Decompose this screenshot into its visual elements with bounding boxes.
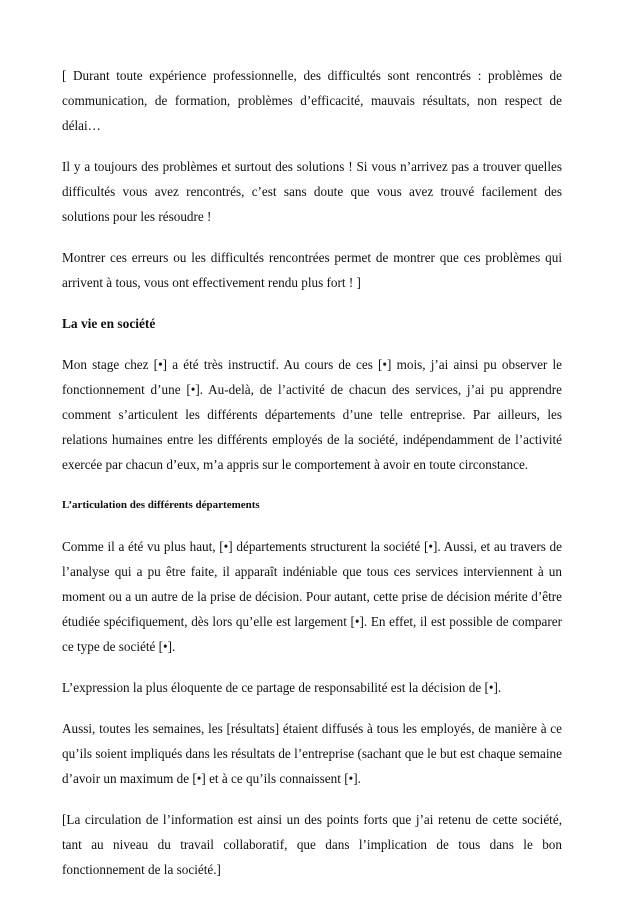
paragraph-show-errors: Montrer ces erreurs ou les difficultés rencontrées permet de montrer que ces problèmes qui arrivent à tous, vous ont effectivement rendu plus fort ! ] <box>62 250 562 290</box>
paragraph-stage: Mon stage chez [•] a été très instructif. Au cours de ces [•] mois, j’ai ainsi pu observer le fonctionnement d’une [•]. Au-delà, de l’activité de chacun des services, j’ai pu apprendre comment s’articulent les différents départements d’une telle entreprise. Par ailleurs, les relations humaines entre les différents employés de la société, indépendamment de l’activité exercée par chacun d’eux, m’a appris sur le comportement à avoir en toute circonstance. <box>62 357 562 472</box>
paragraph-departements: Comme il a été vu plus haut, [•] départements structurent la société [•]. Aussi, et au travers de l’analyse qui a pu être faite, il apparaît indéniable que tous ces services interviennent à un moment ou a un autre de la prise de décision. Pour autant, cette prise de décision mérite d’être étudiée spécifiquement, dès lors qu’elle est largement [•]. En effet, il est possible de comparer ce type de société [•]. <box>62 539 562 654</box>
section-heading-vie-en-societe: La vie en société <box>62 316 156 331</box>
paragraph-difficulties: [ Durant toute expérience professionnelle, des difficultés sont rencontrés : problèmes de communication, de formation, problèmes d’efficacité, mauvais résultats, non respect de délai… <box>62 68 562 133</box>
paragraph-solutions: Il y a toujours des problèmes et surtout des solutions ! Si vous n’arrivez pas a trouver quelles difficultés vous avez rencontrés, c’est sans doute que vous avez trouvé facilement des solutions pour les résoudre ! <box>62 159 562 224</box>
paragraph-expression: L’expression la plus éloquente de ce partage de responsabilité est la décision de [•]. <box>62 680 502 695</box>
subsection-heading-articulation: L’articulation des différents départements <box>62 499 260 511</box>
paragraph-circulation: [La circulation de l’information est ainsi un des points forts que j’ai retenu de cette société, tant au niveau du travail collaboratif, que dans l’implication de tous dans le bon fonctionnement de la société.] <box>62 812 562 877</box>
paragraph-resultats: Aussi, toutes les semaines, les [résultats] étaient diffusés à tous les employés, de manière à ce qu’ils soient impliqués dans les résultats de l’entreprise (sachant que le but est chaque semaine d’avoir un maximum de [•] et à ce qu’ils connaissent [•]. <box>62 721 562 786</box>
document-page <box>62 63 562 898</box>
